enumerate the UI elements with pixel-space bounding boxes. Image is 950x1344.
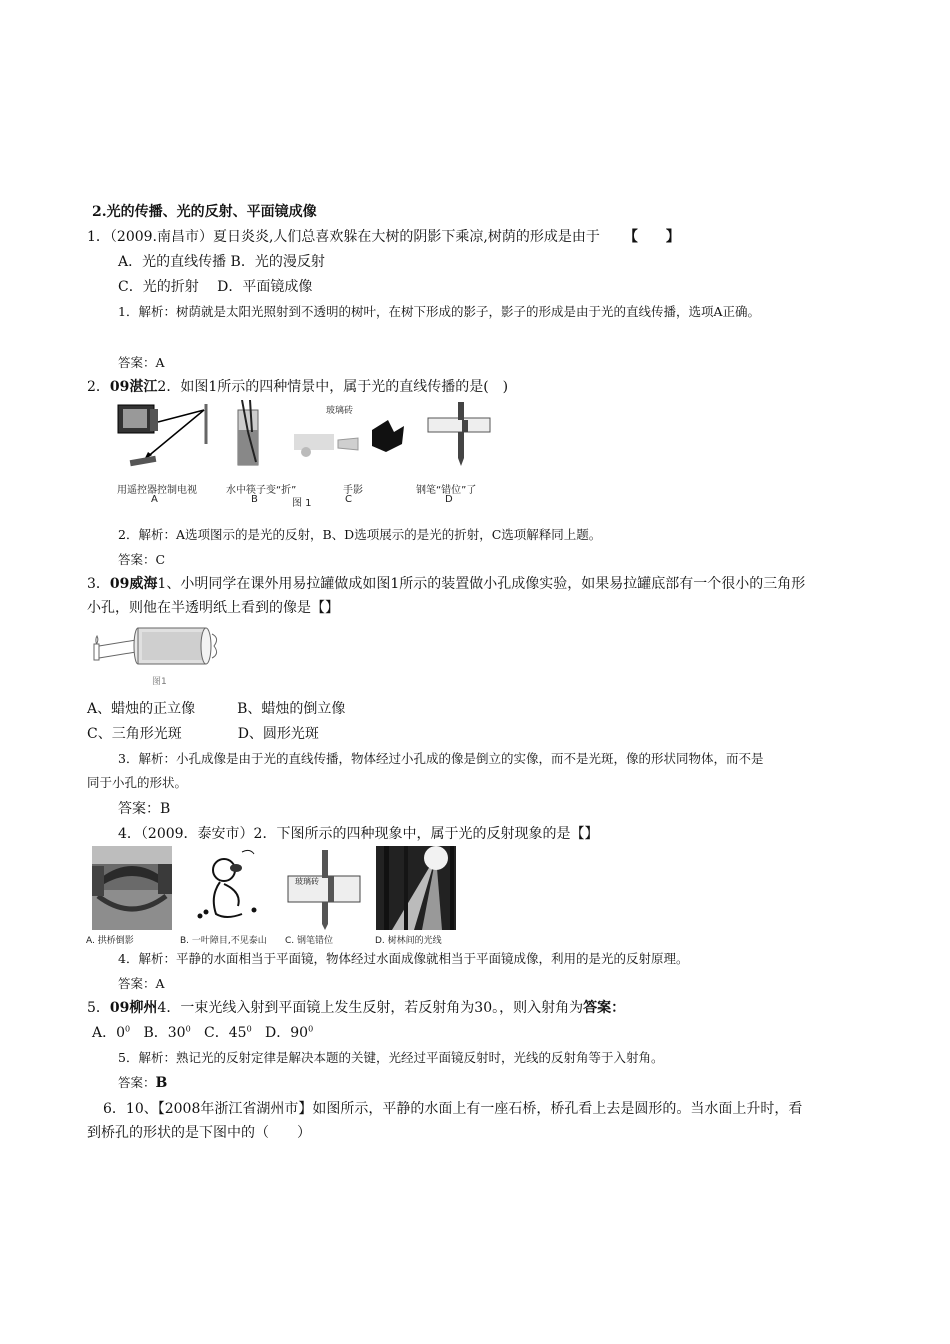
question-3-analysis: 3．解析：小孔成像是由于光的直线传播，物体经过小孔成的像是倒立的实像，而不是光斑，像的形状同物体，而不是 xyxy=(118,751,764,766)
question-1-options-cd: C．光的折射 D．平面镜成像 xyxy=(118,279,313,295)
question-3-analysis-cont: 同于小孔的形状。 xyxy=(87,775,188,790)
pinhole-camera-illustration xyxy=(88,624,228,672)
question-1-answer: 答案：A xyxy=(118,355,165,370)
degree-mark: 0 xyxy=(308,1024,314,1034)
question-source: 09威海 xyxy=(109,576,158,592)
question-1-stem xyxy=(87,227,680,247)
caption-b: B. 一叶障目,不见泰山 xyxy=(180,936,267,946)
figure-1-illustrations xyxy=(110,400,510,480)
pen-glass-brick-drawing xyxy=(288,850,360,930)
caption-d: D. 树林间的光线 xyxy=(375,936,442,946)
degree-mark: 0 xyxy=(125,1024,131,1034)
question-text: 2．如图1所示的四种情景中，属于光的直线传播的是( ) xyxy=(157,379,509,395)
tv-remote-illustration xyxy=(118,404,206,466)
arch-bridge-photo xyxy=(92,846,172,930)
question-number: 3． xyxy=(87,576,110,592)
cartoon-leaf-eye-drawing xyxy=(198,850,257,918)
option-b: B．30 xyxy=(143,1025,186,1041)
question-source: 09湛江 xyxy=(109,379,158,395)
pen-glass-brick-illustration xyxy=(428,402,490,466)
caption-a: A. 拱桥倒影 xyxy=(86,936,134,946)
question-1-options-ab: A．光的直线传播 B．光的漫反射 xyxy=(118,254,325,270)
question-4-stem: 4．（2009．泰安市）2．下图所示的四种现象中，属于光的反射现象的是【】 xyxy=(118,826,599,842)
question-3-options-cd: C、三角形光斑 D、圆形光斑 xyxy=(87,726,319,742)
question-source: 09柳州 xyxy=(109,1000,158,1016)
caption-c: C. 钢笔错位 xyxy=(285,936,334,946)
figure-number: 图 1 xyxy=(292,498,312,509)
glass-brick-label: 玻璃砖 xyxy=(295,877,319,886)
option-c: C．45 xyxy=(204,1025,247,1041)
question-5-analysis: 5．解析：熟记光的反射定律是解决本题的关键，光经过平面镜反射时，光线的反射角等于入射角。 xyxy=(118,1050,664,1065)
question-3-stem xyxy=(87,574,805,594)
option-d: D．90 xyxy=(265,1025,309,1041)
question-5-options xyxy=(92,1023,313,1043)
glass-brick-label: 玻璃砖 xyxy=(326,406,354,416)
figure-label: 图1 xyxy=(152,677,167,687)
question-2-answer: 答案：C xyxy=(118,552,166,567)
letter-c: C xyxy=(345,494,352,505)
caption-c: 手影 xyxy=(343,485,363,496)
letter-a: A xyxy=(151,494,158,505)
letter-d: D xyxy=(445,494,453,505)
answer-bracket: 【 】 xyxy=(623,229,680,245)
question-1-analysis: 1．解析：树荫就是太阳光照射到不透明的树叶，在树下形成的影子，影子的形成是由于光的直线传播，选项A正确。 xyxy=(118,304,760,319)
option-a: A．0 xyxy=(92,1025,126,1041)
question-text: 4．一束光线入射到平面镜上发生反射，若反射角为30。，则入射角为 xyxy=(157,1000,584,1016)
letter-b: B xyxy=(251,494,258,505)
degree-mark: 0 xyxy=(185,1024,191,1034)
question-5-answer xyxy=(118,1073,167,1093)
question-2-analysis: 2．解析：A选项图示的是光的反射，B、D选项展示的是光的折射，C选项解释同上题。 xyxy=(118,527,602,542)
question-5-stem xyxy=(87,998,625,1018)
question-1-text: 1．（2009.南昌市）夏日炎炎,人们总喜欢躲在大树的阴影下乘凉,树荫的形成是由于 xyxy=(87,229,600,245)
caption-a: 用遥控器控制电视 xyxy=(117,485,197,496)
question-number: 2． xyxy=(87,379,110,395)
question-4-analysis: 4．解析：平静的水面相当于平面镜，物体经过水面成像就相当于平面镜成像，利用的是光的反射原理。 xyxy=(118,951,689,966)
answer-label: 答案： xyxy=(118,1075,156,1090)
answer-value: B xyxy=(155,1075,168,1091)
question-6-stem-cont: 到桥孔的形状的是下图中的（ ） xyxy=(87,1125,311,1141)
degree-mark: 0 xyxy=(246,1024,252,1034)
answer-word: 答案： xyxy=(583,1000,626,1016)
question-2-stem xyxy=(87,377,508,397)
forest-light-photo xyxy=(376,846,456,930)
figure-4-illustrations xyxy=(92,846,456,930)
question-3-stem-cont: 小孔，则他在半透明纸上看到的像是【】 xyxy=(87,600,339,616)
question-text: 1、小明同学在课外用易拉罐做成如图1所示的装置做小孔成像实验，如果易拉罐底部有一个很小的三角形 xyxy=(157,576,806,592)
question-number: 5． xyxy=(87,1000,110,1016)
hand-shadow-illustration xyxy=(294,420,404,457)
section-title: 2.光的传播、光的反射、平面镜成像 xyxy=(92,204,317,220)
caption-b: 水中筷子变“折” xyxy=(226,485,297,496)
question-3-options-ab: A、蜡烛的正立像 B、蜡烛的倒立像 xyxy=(87,701,346,717)
chopsticks-water-illustration xyxy=(238,400,258,465)
question-3-answer: 答案：B xyxy=(118,801,171,817)
question-6-stem: 6．10、【2008年浙江省湖州市】如图所示，平静的水面上有一座石桥，桥孔看上去是圆形的。当水面上升时，看 xyxy=(103,1101,803,1117)
caption-d: 钢笔“错位”了 xyxy=(416,485,477,496)
question-4-answer: 答案：A xyxy=(118,976,165,991)
